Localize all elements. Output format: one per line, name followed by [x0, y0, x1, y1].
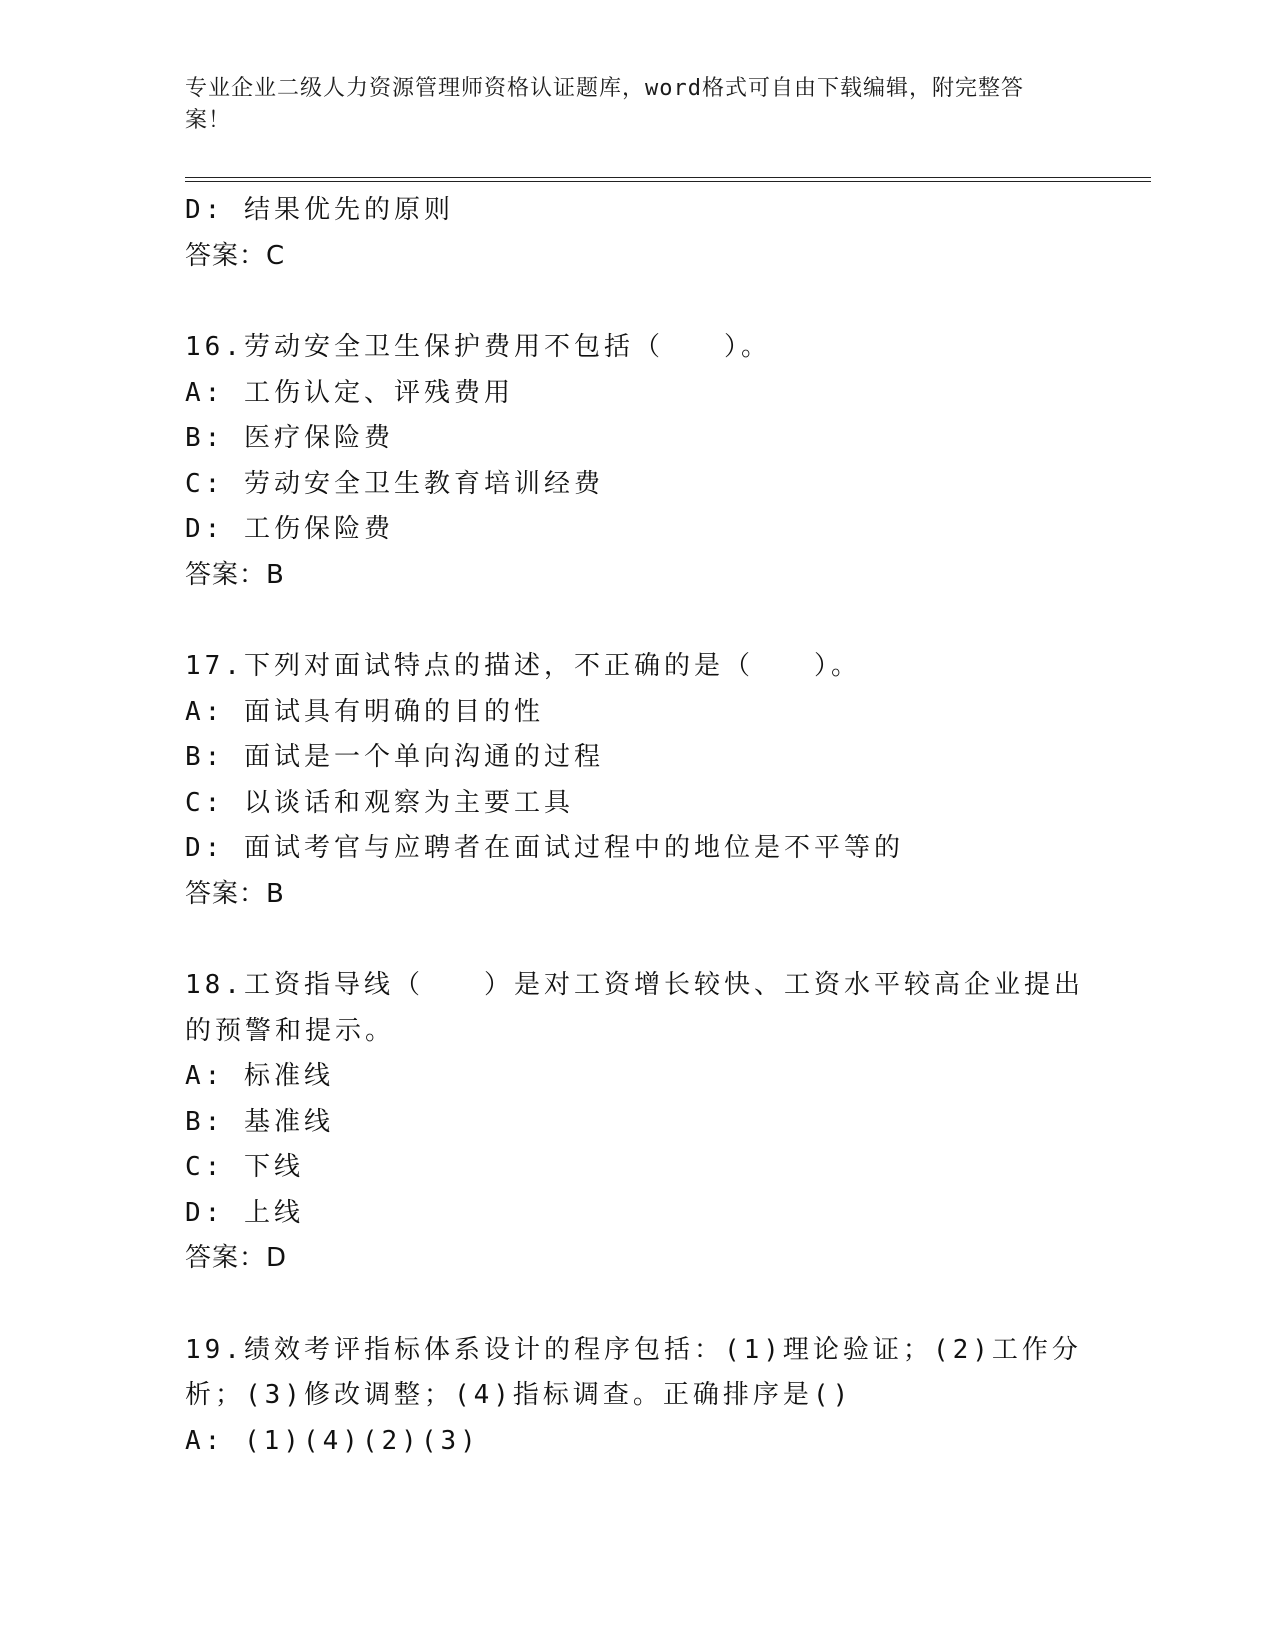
option-d: D: 结果优先的原则: [185, 195, 454, 225]
option-a: A: 工伤认定、评残费用: [185, 377, 514, 408]
header-divider-bottom: [185, 181, 1151, 182]
question-stem: 16.劳动安全卫生保护费用不包括（ ）。: [185, 332, 771, 362]
question-list: [185, 188, 1085, 1464]
option-d: D: 面试考官与应聘者在面试过程中的地位是不平等的: [185, 833, 904, 863]
option-a: A: 面试具有明确的目的性: [185, 696, 544, 727]
option-d: D: 工伤保险费: [185, 514, 394, 544]
header-divider-top: [185, 177, 1151, 178]
option-b: B: 医疗保险费: [185, 423, 394, 453]
option-a: A: (1)(4)(2)(3): [185, 1425, 480, 1456]
answer: 答案：B: [185, 878, 285, 909]
option-a: A: 标准线: [185, 1061, 334, 1091]
answer: 答案：D: [185, 1243, 288, 1273]
option-b: B: 基准线: [185, 1106, 334, 1137]
option-d: D: 上线: [185, 1197, 304, 1228]
option-c: C: 以谈话和观察为主要工具: [185, 787, 574, 818]
question-stem: 19.绩效考评指标体系设计的程序包括：(1)理论验证；(2)工作分析；(3)修改调整；(4)指标调查。正确排序是(): [185, 1334, 1082, 1410]
option-c: C: 劳动安全卫生教育培训经费: [185, 468, 604, 499]
page-header: 专业企业二级人力资源管理师资格认证题库，word格式可自由下载编辑，附完整答案！: [185, 76, 1024, 133]
question-stem: 18.工资指导线（ ）是对工资增长较快、工资水平较高企业提出的预警和提示。: [185, 970, 1084, 1046]
answer: 答案：C: [185, 240, 286, 271]
question-stem: 17.下列对面试特点的描述，不正确的是（ ）。: [185, 651, 861, 681]
option-b: B: 面试是一个单向沟通的过程: [185, 742, 604, 772]
answer: 答案：B: [185, 559, 285, 590]
option-c: C: 下线: [185, 1152, 304, 1182]
